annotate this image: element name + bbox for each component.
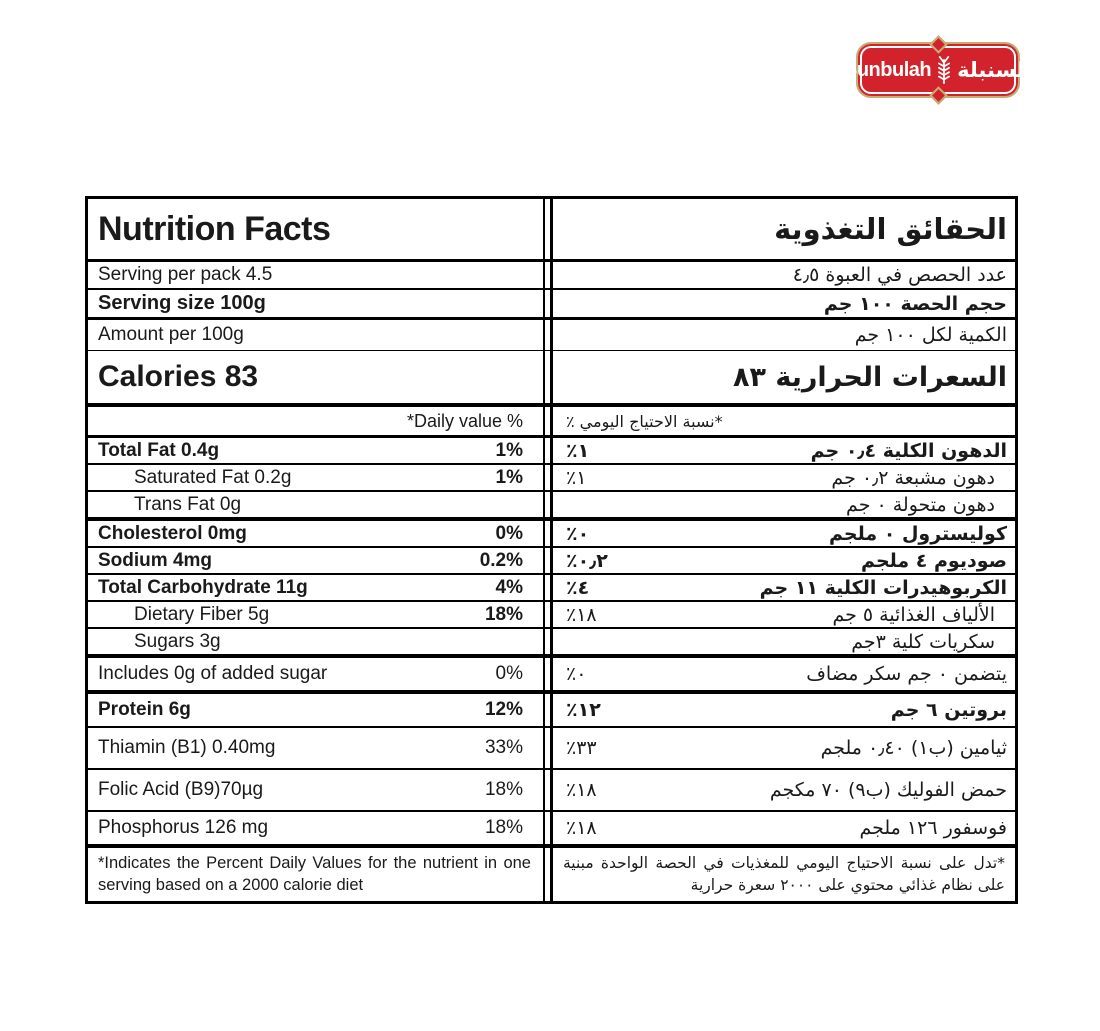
calories-en: Calories 83 — [98, 360, 259, 393]
row-folic-acid — [88, 770, 1015, 812]
serving-size-ar: حجم الحصة ١٠٠ جم — [823, 292, 1007, 315]
nutrient-dv-en: 33% — [484, 737, 523, 758]
nutrient-label-ar: صوديوم ٤ ملجم — [861, 549, 1007, 572]
nutrient-dv-en: 1% — [495, 466, 523, 488]
row-protein — [88, 694, 1015, 728]
column-divider — [543, 848, 553, 901]
column-divider — [543, 407, 553, 435]
nutrient-label-ar: دهون مشبعة ٠٫٢ جم — [831, 466, 995, 489]
column-divider — [543, 492, 553, 517]
nutrient-label-en: Cholesterol 0mg — [98, 522, 247, 544]
nutrient-label-en: Phosphorus 126 mg — [98, 817, 269, 838]
column-divider — [543, 658, 553, 690]
nutrient-label-ar: كوليسترول ٠ ملجم — [828, 522, 1007, 545]
nutrient-dv-en: 12% — [484, 699, 523, 720]
serving-size-en: Serving size 100g — [98, 292, 266, 314]
column-divider — [543, 575, 553, 600]
nutrient-label-en: Includes 0g of added sugar — [98, 663, 328, 684]
nutrient-label-ar: فوسفور ١٢٦ ملجم — [859, 817, 1007, 839]
nutrient-label-en: Trans Fat 0g — [134, 493, 242, 515]
amount-per-ar: الكمية لكل ١٠٠ جم — [854, 324, 1007, 346]
brand-logo — [844, 42, 1033, 98]
nutrient-label-ar: بروتين ٦ جم — [890, 699, 1007, 721]
nutrient-dv-ar: ٪١٨ — [566, 603, 597, 626]
nutrient-dv-ar: ٪٤ — [566, 576, 590, 599]
column-divider — [543, 465, 553, 490]
nutrient-label-ar: الدهون الكلية ٠٫٤ جم — [810, 439, 1007, 462]
footnote-row — [88, 848, 1015, 901]
row-cholesterol — [88, 521, 1015, 548]
nutrient-label-en: Dietary Fiber 5g — [134, 603, 270, 625]
nutrient-label-en: Protein 6g — [98, 699, 191, 720]
column-divider — [543, 438, 553, 463]
nutrient-label-en: Saturated Fat 0.2g — [134, 466, 292, 488]
nutrient-label-en: Total Fat 0.4g — [98, 439, 220, 461]
nutrient-label-ar: ثيامين (ب١) ٠٫٤٠ ملجم — [820, 737, 1007, 759]
nutrient-label-en: Thiamin (B1) 0.40mg — [98, 737, 276, 758]
nutrient-label-en: Sodium 4mg — [98, 549, 213, 571]
column-divider — [543, 290, 553, 317]
row-sugars — [88, 629, 1015, 658]
nutrient-dv-ar: ٪٠ — [566, 663, 587, 685]
serving-per-pack-ar: عدد الحصص في العبوة ٤٫٥ — [792, 264, 1007, 286]
nutrient-label-ar: الألياف الغذائية ٥ جم — [832, 603, 995, 626]
row-total-carbohydrate — [88, 575, 1015, 602]
nutrient-dv-en: 18% — [484, 603, 523, 625]
nutrient-dv-en: 0% — [495, 522, 523, 544]
title-ar: الحقائق التغذوية — [774, 212, 1007, 246]
nutrient-dv-ar: ٪٣٣ — [566, 737, 597, 759]
nutrient-label-ar: يتضمن ٠ جم سكر مضاف — [806, 663, 1007, 685]
column-divider — [543, 602, 553, 627]
title-en: Nutrition Facts — [98, 209, 331, 248]
nutrition-facts-table — [85, 196, 1018, 904]
serving-per-pack-en: Serving per pack 4.5 — [98, 264, 273, 285]
nutrient-label-ar: حمض الفوليك (ب٩) ٧٠ مكجم — [769, 779, 1007, 801]
calories-ar: السعرات الحرارية ٨٣ — [732, 361, 1007, 393]
nutrient-dv-en: 0% — [495, 663, 523, 684]
amount-per-row — [88, 320, 1015, 351]
nutrient-label-en: Folic Acid (B9)70µg — [98, 779, 264, 800]
column-divider — [543, 770, 553, 810]
nutrient-dv-ar: ٪٠٫٢ — [566, 549, 608, 572]
column-divider — [543, 812, 553, 844]
column-divider — [543, 320, 553, 350]
row-dietary-fiber — [88, 602, 1015, 629]
nutrient-dv-ar: ٪١٢ — [566, 699, 601, 721]
column-divider — [543, 629, 553, 654]
daily-value-header-ar: *نسبة الاحتياج اليومي ٪ — [566, 411, 723, 431]
column-divider — [543, 199, 553, 259]
logo-top-ornament — [929, 35, 947, 53]
nutrient-label-en: Total Carbohydrate 11g — [98, 576, 308, 598]
nutrient-label-ar: الكربوهيدرات الكلية ١١ جم — [759, 576, 1007, 599]
daily-value-header-row — [88, 407, 1015, 438]
serving-per-pack-row — [88, 262, 1015, 290]
serving-size-row — [88, 290, 1015, 320]
row-phosphorus — [88, 812, 1015, 848]
column-divider — [543, 694, 553, 726]
row-thiamin — [88, 728, 1015, 770]
footnote-en: *Indicates the Percent Daily Values for the nutrient in one serving based on a 2000 calorie diet — [98, 854, 531, 895]
column-divider — [543, 521, 553, 546]
nutrient-dv-en: 4% — [495, 576, 523, 598]
logo-bottom-ornament — [929, 86, 947, 104]
nutrient-dv-ar: ٪١ — [566, 466, 587, 489]
nutrient-dv-en: 1% — [495, 439, 523, 461]
nutrient-dv-en: 0.2% — [479, 549, 523, 571]
title-row — [88, 199, 1015, 262]
brand-name-ar: السنبلة — [957, 58, 1033, 82]
row-total-fat — [88, 438, 1015, 465]
row-added-sugar — [88, 658, 1015, 694]
nutrient-label-ar: دهون متحولة ٠ جم — [846, 493, 995, 516]
row-sodium — [88, 548, 1015, 575]
calories-row — [88, 351, 1015, 407]
nutrient-dv-en: 18% — [484, 817, 523, 838]
wheat-icon — [936, 53, 952, 87]
column-divider — [543, 262, 553, 288]
nutrient-dv-en: 18% — [484, 779, 523, 800]
nutrient-dv-ar: ٪١٨ — [566, 817, 597, 839]
daily-value-header-en: *Daily value % — [406, 410, 523, 431]
brand-name-en: Sunbulah — [844, 58, 932, 81]
amount-per-en: Amount per 100g — [98, 324, 244, 345]
row-saturated-fat — [88, 465, 1015, 492]
nutrient-dv-ar: ٪٠ — [566, 522, 590, 545]
footnote-ar: *تدل على نسبة الاحتياج اليومي للمغذيات في الحصة الواحدة مبنية على نظام غذائي محتوي على ٢٠٠٠ سعرة حرارية — [563, 854, 1005, 895]
nutrient-dv-ar: ٪١٨ — [566, 779, 597, 801]
column-divider — [543, 728, 553, 768]
column-divider — [543, 548, 553, 573]
column-divider — [543, 351, 553, 403]
nutrient-label-ar: سكريات كلية ٣جم — [851, 630, 995, 653]
row-trans-fat — [88, 492, 1015, 521]
nutrient-dv-ar: ٪١ — [566, 439, 590, 462]
nutrient-label-en: Sugars 3g — [134, 630, 221, 652]
